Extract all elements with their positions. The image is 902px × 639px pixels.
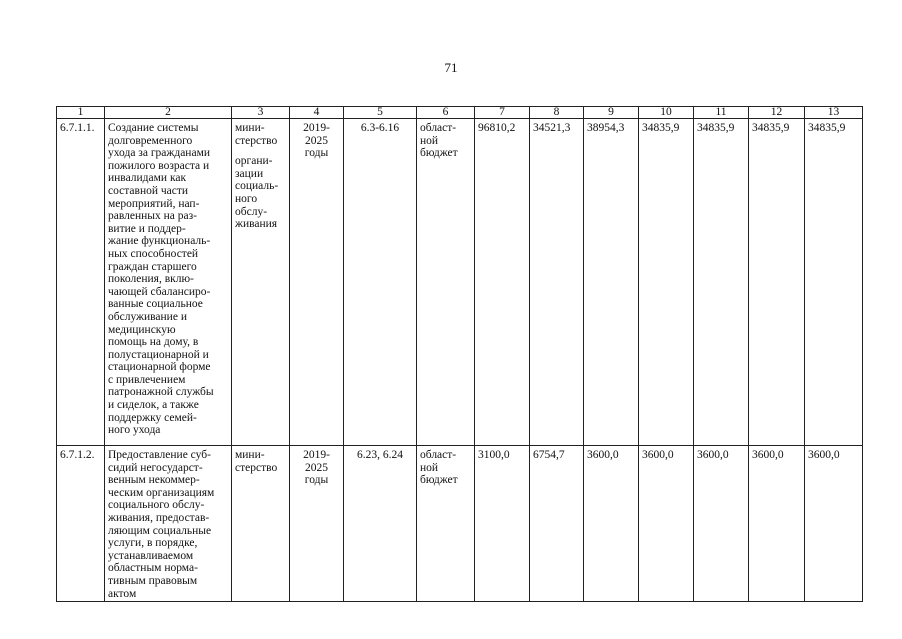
table-row — [57, 446, 863, 602]
amount-cell: 3600,0 — [805, 446, 863, 602]
measure-number: 6.7.1.1. — [57, 119, 105, 446]
funding-source-cell: област- ной бюджет — [417, 446, 475, 602]
column-header: 10 — [639, 107, 694, 119]
column-header: 5 — [344, 107, 417, 119]
executor-text: мини- стерство — [235, 449, 278, 474]
amount-cell: 34835,9 — [639, 119, 694, 446]
executor-cell — [232, 119, 290, 446]
amount-cell: 96810,2 — [475, 119, 530, 446]
amount-cell: 34835,9 — [805, 119, 863, 446]
period-cell: 2019- 2025 годы — [290, 119, 344, 446]
executor-extra-text: органи- зации социаль- ного обслу- живания — [235, 155, 279, 231]
amount-cell: 3600,0 — [749, 446, 805, 602]
amount-cell: 3600,0 — [639, 446, 694, 602]
table-row — [57, 119, 863, 446]
amount-cell: 3100,0 — [475, 446, 530, 602]
column-header: 11 — [694, 107, 749, 119]
column-header: 13 — [805, 107, 863, 119]
page-number: 71 — [444, 60, 458, 75]
column-header: 9 — [584, 107, 639, 119]
amount-cell: 38954,3 — [584, 119, 639, 446]
column-header: 8 — [530, 107, 584, 119]
indicators-cell: 6.3-6.16 — [344, 119, 417, 446]
measure-number: 6.7.1.2. — [57, 446, 105, 602]
measure-description: Предоставление суб- сидий негосударст- венным некоммер- ческим организациям социального обслу- живания, предостав- ляющим социальные услуги, в порядке, устанавливаемом областным норма- тивным правовым актом — [105, 446, 232, 602]
amount-cell: 6754,7 — [530, 446, 584, 602]
column-number-row — [57, 107, 863, 119]
period-cell: 2019- 2025 годы — [290, 446, 344, 602]
executor-cell — [232, 446, 290, 602]
amount-cell: 3600,0 — [694, 446, 749, 602]
column-header: 12 — [749, 107, 805, 119]
column-header: 1 — [57, 107, 105, 119]
amount-cell: 34835,9 — [694, 119, 749, 446]
measure-description: Создание системы долговременного ухода за гражданами пожилого возраста и инвалидами как составной части мероприятий, нап- равленных на раз- витие и поддер- жание функциональ- ных способностей граждан старшего поколения, вклю- чающей сбалансиро- ванные социальное обслуживание и медицинскую помощь на дому, в полустационарной и стационарной форме с привлечением патронажной службы и сиделок, а также поддержку семей- ного ухода — [105, 119, 232, 446]
column-header: 6 — [417, 107, 475, 119]
column-header: 4 — [290, 107, 344, 119]
program-measures-table — [56, 106, 863, 602]
amount-cell: 34521,3 — [530, 119, 584, 446]
column-header: 7 — [475, 107, 530, 119]
column-header: 3 — [232, 107, 290, 119]
executor-text: мини- стерство — [235, 122, 278, 147]
amount-cell: 34835,9 — [749, 119, 805, 446]
funding-source-cell: област- ной бюджет — [417, 119, 475, 446]
indicators-cell: 6.23, 6.24 — [344, 446, 417, 602]
amount-cell: 3600,0 — [584, 446, 639, 602]
column-header: 2 — [105, 107, 232, 119]
